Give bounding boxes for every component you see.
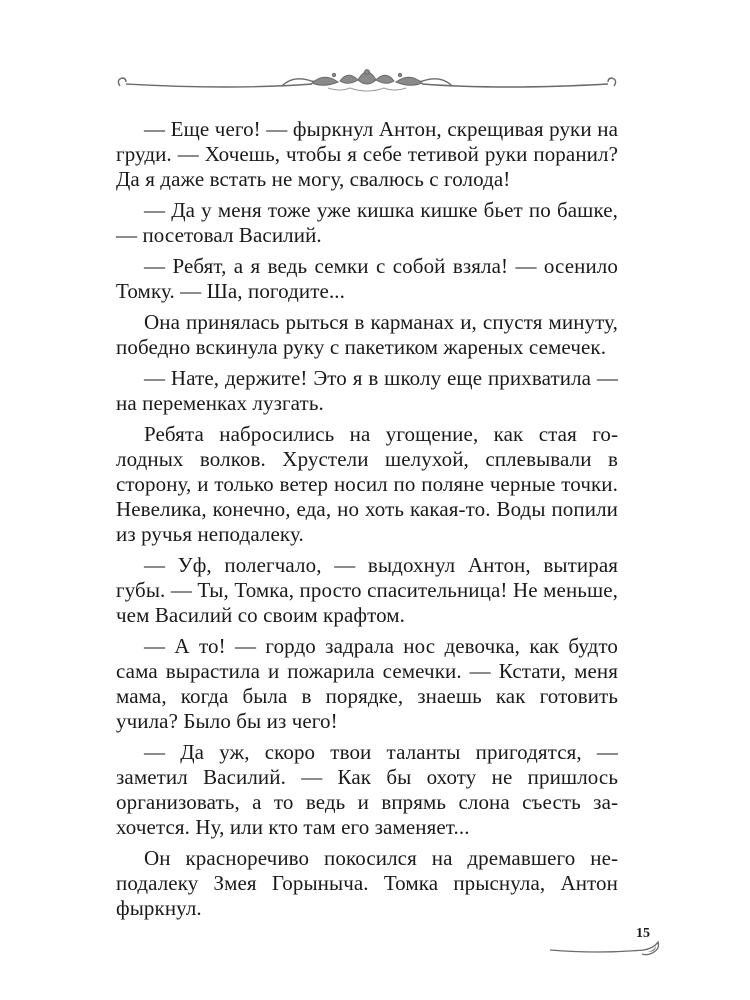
paragraph-10: Он красноречиво покосился на дремавшего неподалеку Змея Горыныча. Томка прыснула, Антон фыркнул. [116,846,618,920]
paragraph-4: Она принялась рыться в карманах и, спустя минуту, победно вскинула руку с пакетиком жареных семечек. [116,310,618,359]
top-ornament-divider [112,66,622,100]
paragraph-1: — Еще чего! — фыркнул Антон, скрещивая руки на груди. — Хочешь, чтобы я себе тетивой руки поранил? Да я даже встать не могу, свалюсь с голода! [116,117,618,191]
paragraph-8: — А то! — гордо задрала нос девочка, как будто сама вырастила и пожарила семечки. — Кстати, меня мама, когда была в порядке, знаешь как готовить учила? Было бы из чего! [116,634,618,733]
paragraph-2: — Да у меня тоже уже кишка кишке бьет по башке, — посетовал Василий. [116,198,618,247]
paragraph-9: — Да уж, скоро твои таланты пригодятся, — заметил Василий. — Как бы охоту не пришлось организовать, а то ведь и впрямь слона съесть захочется. Ну, или кто там его заменяет... [116,740,618,839]
paragraph-7: — Уф, полегчало, — выдохнул Антон, вытирая губы. — Ты, Томка, просто спасительница! Не меньше, чем Василий со своим крафтом. [116,553,618,627]
page-number: 15 [636,926,650,941]
paragraph-3: — Ребят, а я ведь семки с собой взяла! — осенило Томку. — Ша, погодите... [116,254,618,303]
page-text-body [116,117,618,927]
paragraph-5: — Нате, держите! Это я в школу еще прихватила — на переменках лузгать. [116,366,618,415]
bottom-ornament-flourish [548,938,666,966]
paragraph-6: Ребята набросились на угощение, как стая голодных волков. Хрустели шелухой, сплевывали в сторону, и только ветер носил по поляне черные точки. Невелика, конечно, еда, но хоть какая-то. Воды попили из ручья неподалеку. [116,422,618,546]
